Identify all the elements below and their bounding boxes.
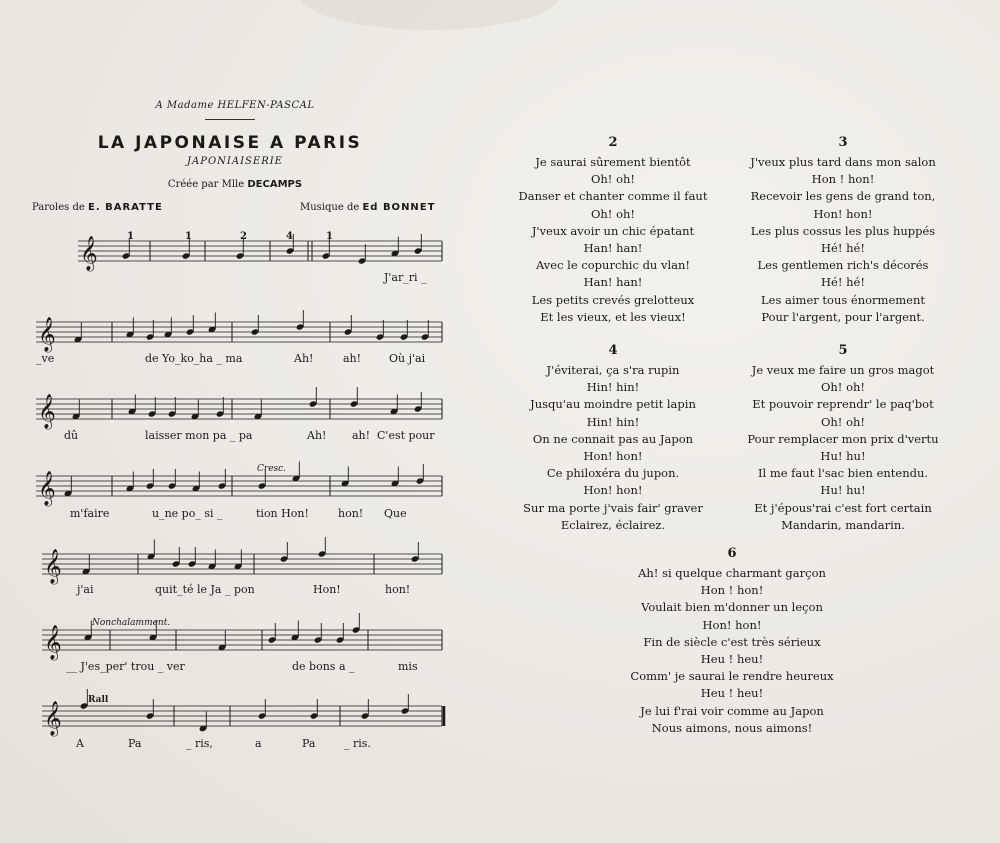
verse-line: Nous aimons, nous aimons! bbox=[651, 720, 813, 735]
verse-line: Han! han! bbox=[583, 241, 643, 256]
verse-line: Et les vieux, et les vieux! bbox=[540, 309, 686, 324]
verse-line: Heu ! heu! bbox=[700, 652, 764, 667]
lyric-syllables: _ ris. bbox=[344, 737, 371, 750]
lyric-syllables: Hon! bbox=[313, 583, 341, 596]
verse-line: Hu! hu! bbox=[820, 449, 866, 464]
composer-name: Ed BONNET bbox=[362, 202, 436, 213]
verse-line: Eclairez, éclairez. bbox=[560, 517, 666, 532]
lyric-syllables: j'ai bbox=[77, 583, 94, 596]
lyric-syllables: C'est pour bbox=[377, 429, 435, 442]
rehearsal-number: 2 bbox=[240, 231, 247, 242]
verse-line: Les aimer tous énormement bbox=[761, 292, 925, 307]
verse-line: Hon! hon! bbox=[702, 617, 762, 632]
verse-line: Voulait bien m'donner un leçon bbox=[641, 600, 823, 615]
rehearsal-number: 1 bbox=[127, 231, 134, 242]
verse-number: 4 bbox=[608, 343, 618, 358]
composer-prefix: Musique de bbox=[300, 202, 360, 213]
verse-line: Hon ! hon! bbox=[811, 172, 875, 187]
verse-line: Oh! oh! bbox=[590, 206, 636, 221]
verse-line: Ce philoxéra du jupon. bbox=[546, 466, 680, 481]
verse-line: Danser et chanter comme il faut bbox=[518, 189, 708, 204]
treble-clef-icon: 𝄞 bbox=[44, 625, 62, 660]
lyric-syllables: _ve bbox=[36, 352, 55, 365]
verse-line: Hon! hon! bbox=[583, 449, 643, 464]
lyricist-prefix: Paroles de bbox=[32, 202, 85, 213]
verse-3 bbox=[728, 134, 958, 326]
rehearsal-number: 4 bbox=[286, 231, 293, 242]
lyric-syllables: u_ne po_ si _ bbox=[152, 507, 223, 520]
treble-clef-icon: 𝄞 bbox=[38, 471, 56, 506]
lyric-syllables: quit_té le Ja _ pon bbox=[155, 583, 255, 596]
premiere-prefix: Créée par Mlle bbox=[167, 179, 245, 190]
lyric-syllables: hon! bbox=[385, 583, 411, 596]
dynamic-rall: Rall bbox=[88, 695, 109, 705]
treble-clef-icon: 𝄞 bbox=[80, 236, 98, 271]
lyric-syllables: tion Hon! bbox=[256, 507, 309, 520]
treble-clef-icon: 𝄞 bbox=[44, 701, 62, 736]
verse-line: On ne connait pas au Japon bbox=[532, 431, 694, 446]
verse-line: Les petits crevés grelotteux bbox=[531, 292, 695, 307]
dynamic-cresc: Cresc. bbox=[257, 464, 287, 474]
verse-line: Heu ! heu! bbox=[700, 686, 764, 701]
premiere-singer: DECAMPS bbox=[247, 179, 303, 190]
treble-clef-icon: 𝄞 bbox=[44, 549, 62, 584]
verse-6 bbox=[617, 545, 847, 737]
lyric-syllables: Que bbox=[384, 507, 407, 520]
verse-line: Les plus cossus les plus huppés bbox=[750, 223, 936, 238]
lyric-syllables: laisser mon pa _ pa bbox=[145, 429, 253, 442]
verse-line: Hé! hé! bbox=[821, 275, 865, 290]
lyric-syllables: Où j'ai bbox=[389, 352, 426, 365]
song-title: LA JAPONAISE A PARIS bbox=[97, 133, 363, 153]
verse-line: Sur ma porte j'vais fair' graver bbox=[523, 500, 703, 515]
verse-line: Mandarin, mandarin. bbox=[781, 517, 905, 532]
rehearsal-number: 1 bbox=[326, 231, 333, 242]
verse-line: J'éviterai, ça s'ra rupin bbox=[546, 363, 680, 377]
verse-line: Et j'épous'rai c'est fort certain bbox=[754, 500, 932, 515]
verse-number: 2 bbox=[608, 135, 618, 150]
lyric-syllables: ah! bbox=[343, 352, 362, 365]
treble-clef-icon: 𝄞 bbox=[38, 317, 56, 352]
verse-line: Hon ! hon! bbox=[700, 583, 764, 598]
verse-line: Je veux me faire un gros magot bbox=[751, 363, 935, 377]
lyric-syllables: Pa bbox=[302, 737, 316, 750]
lyric-syllables: __ J'es_per' trou _ ver bbox=[66, 660, 185, 673]
verse-line: Hu! hu! bbox=[820, 483, 866, 498]
dynamic-nonchalamment: Nonchalamment. bbox=[92, 618, 171, 628]
lyric-syllables: Ah! bbox=[294, 352, 314, 365]
verse-line: Han! han! bbox=[583, 275, 643, 290]
lyric-syllables: a bbox=[255, 737, 262, 750]
dedication: A Madame HELFEN-PASCAL bbox=[155, 100, 315, 111]
verse-line: J'veux plus tard dans mon salon bbox=[750, 155, 936, 169]
lyric-syllables: dû bbox=[64, 429, 79, 442]
verse-line: Avec le copurchic du vlan! bbox=[535, 258, 691, 273]
verse-line: Les gentlemen rich's décorés bbox=[757, 258, 929, 273]
verse-line: Hin! hin! bbox=[586, 380, 640, 395]
verse-number: 5 bbox=[838, 343, 848, 358]
verse-line: Jusqu'au moindre petit lapin bbox=[530, 397, 696, 412]
verse-line: Hon! hon! bbox=[813, 206, 873, 221]
verse-line: Hé! hé! bbox=[821, 241, 865, 256]
lyric-syllables: A bbox=[76, 737, 84, 750]
treble-clef-icon: 𝄞 bbox=[38, 394, 56, 429]
lyricist-name: E. BARATTE bbox=[87, 202, 163, 213]
verse-line: Pour remplacer mon prix d'vertu bbox=[747, 431, 939, 446]
verse-4 bbox=[498, 342, 728, 534]
lyric-syllables: ah! bbox=[352, 429, 371, 442]
verse-line: J'veux avoir un chic épatant bbox=[531, 223, 695, 238]
song-subtitle: JAPONIAISERIE bbox=[187, 156, 283, 167]
lyric-syllables: de bons a _ bbox=[292, 660, 355, 673]
lyric-syllables: mis bbox=[398, 660, 418, 673]
lyric-syllables: Ah! bbox=[307, 429, 327, 442]
verse-5 bbox=[728, 342, 958, 534]
lyric-syllables: de Yo_ko_ha _ ma bbox=[145, 352, 243, 365]
verse-line: Oh! oh! bbox=[820, 414, 866, 429]
verse-line: Pour l'argent, pour l'argent. bbox=[761, 309, 925, 324]
verse-2 bbox=[498, 134, 728, 326]
verse-number: 6 bbox=[727, 546, 737, 561]
lyric-syllables: m'faire bbox=[70, 507, 110, 520]
verse-line: Comm' je saurai le rendre heureux bbox=[630, 669, 834, 684]
verse-line: Je saurai sûrement bientôt bbox=[535, 155, 691, 169]
lyric-syllables: hon! bbox=[338, 507, 364, 520]
verse-line: Ah! si quelque charmant garçon bbox=[638, 566, 826, 580]
verse-line: Hin! hin! bbox=[586, 414, 640, 429]
verse-line: Je lui f'rai voir comme au Japon bbox=[640, 703, 824, 718]
verse-line: Recevoir les gens de grand ton, bbox=[750, 189, 936, 204]
verse-line: Fin de siècle c'est très sérieux bbox=[643, 634, 821, 649]
rehearsal-number: 1 bbox=[185, 231, 192, 242]
lyric-syllables: Pa bbox=[128, 737, 142, 750]
verse-line: Hon! hon! bbox=[583, 483, 643, 498]
verse-line: Il me faut l'sac bien entendu. bbox=[757, 466, 929, 481]
verse-line: Et pouvoir reprendr' le paq'bot bbox=[752, 397, 934, 412]
verse-line: Oh! oh! bbox=[820, 380, 866, 395]
lyric-syllables: _ ris, bbox=[186, 737, 213, 750]
verse-number: 3 bbox=[838, 135, 848, 150]
lyric-syllables: J'ar_ri _ bbox=[384, 271, 427, 284]
verse-line: Oh! oh! bbox=[590, 172, 636, 187]
